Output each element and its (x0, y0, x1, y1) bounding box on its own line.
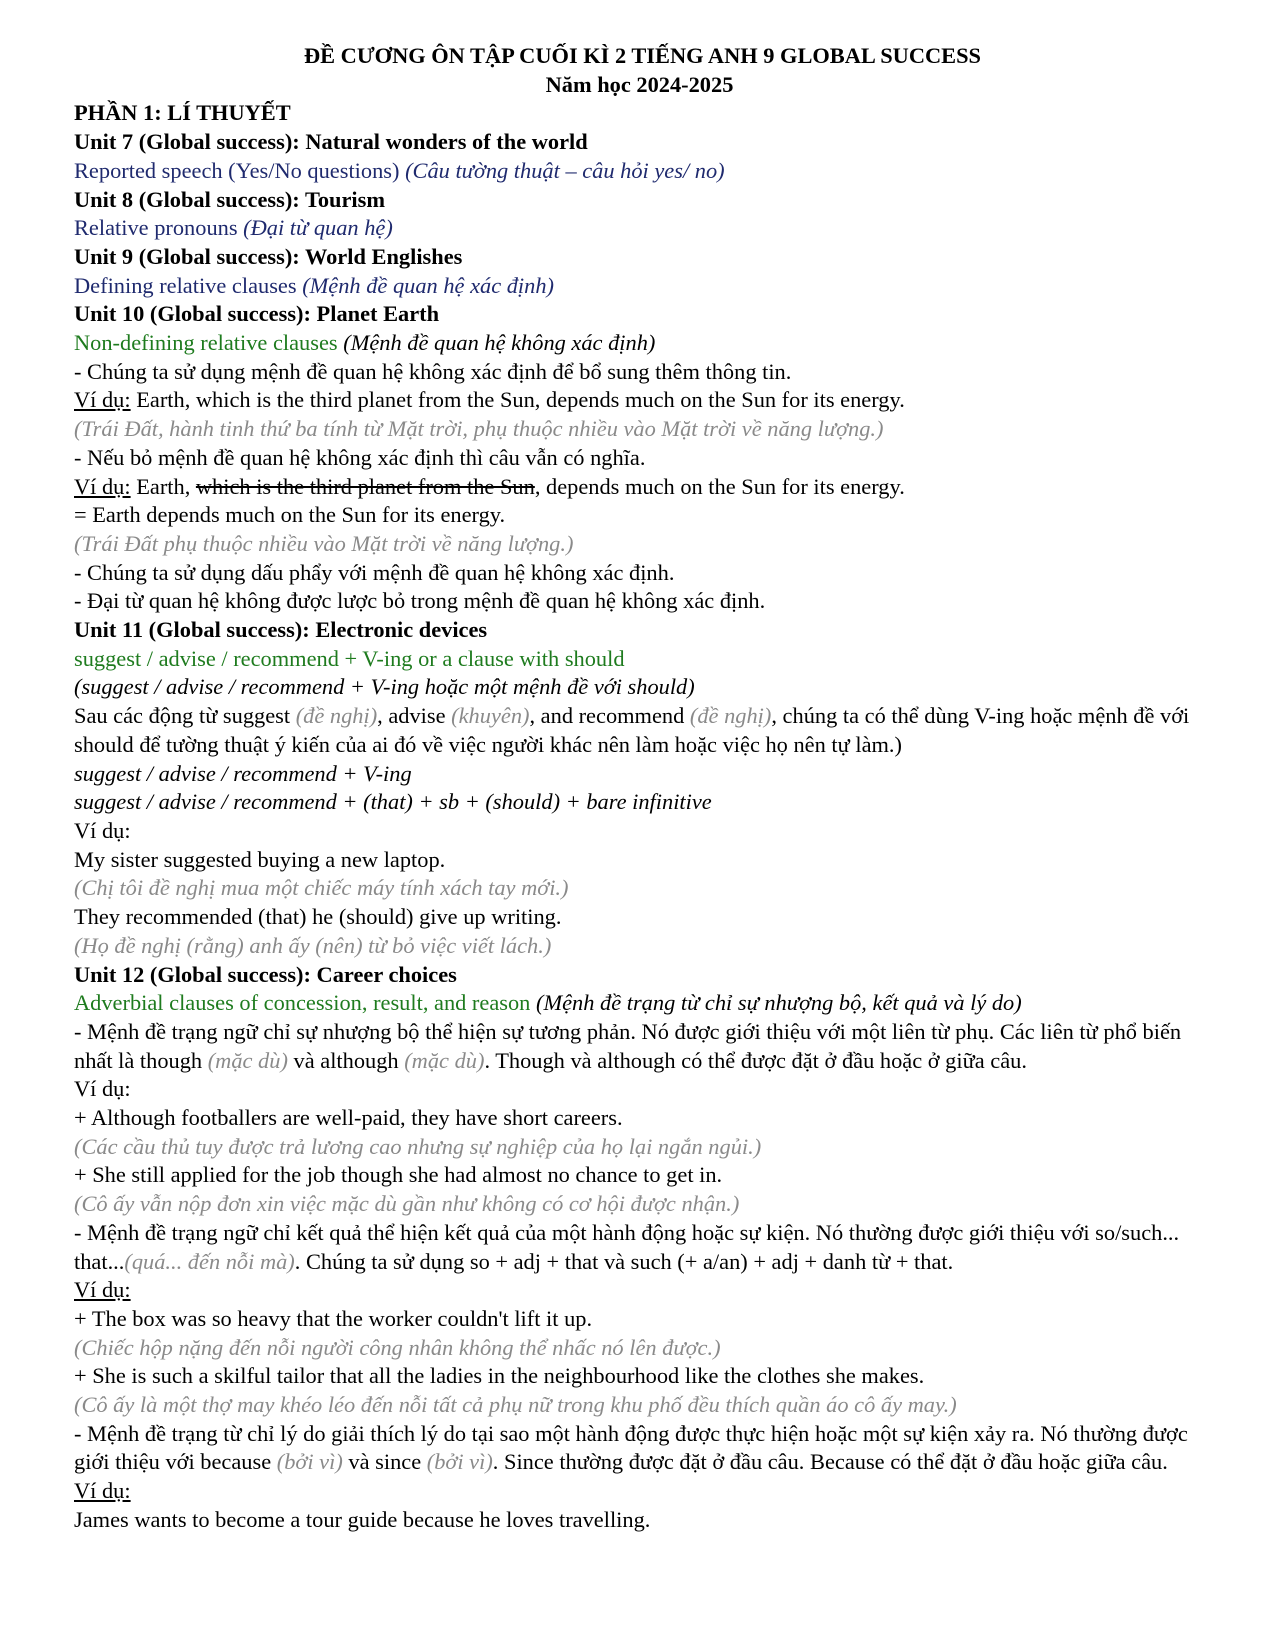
unit9-topic (74, 272, 1205, 301)
unit12-topic (74, 989, 1205, 1018)
unit8-heading: Unit 8 (Global success): Tourism (74, 186, 386, 212)
text: và since (342, 1449, 427, 1475)
unit11-formula-2: suggest / advise / recommend + (that) + sb + (should) + bare infinitive (74, 789, 712, 815)
unit11-example-2-translation: (Họ đề nghị (rằng) anh ấy (nên) từ bỏ việc viết lách.) (74, 932, 552, 958)
unit12-reason-example-1: James wants to become a tour guide because he loves travelling. (74, 1506, 651, 1532)
unit12-topic-en: Adverbial clauses of concession, result, and reason (74, 990, 531, 1016)
unit11-example-1: My sister suggested buying a new laptop. (74, 846, 446, 872)
gloss: (mặc dù) (404, 1047, 485, 1073)
unit8-topic-en: Relative pronouns (74, 215, 238, 241)
unit12-result-example-2: + She is such a skilful tailor that all the ladies in the neighbourhood like the clothes she makes. (74, 1363, 925, 1389)
unit10-topic-vi: (Mệnh đề quan hệ không xác định) (343, 330, 656, 356)
unit11-formula-1: suggest / advise / recommend + V-ing (74, 760, 412, 786)
unit10-example-1 (74, 386, 1205, 415)
text: - Mệnh đề trạng từ chỉ lý do giải thích lý do tại sao một hành động được thực hiện hoặc một sự kiện xảy ra. Nó thường được giới thiệu với because (74, 1420, 1188, 1475)
gloss: (bởi vì) (276, 1449, 343, 1475)
unit12-reason-explanation (74, 1420, 1205, 1477)
example-label: Ví dụ: (74, 473, 131, 499)
unit10-point-3: - Chúng ta sử dụng dấu phẩy với mệnh đề quan hệ không xác định. (74, 559, 675, 585)
unit12-concession-example-1: + Although footballers are well-paid, they have short careers. (74, 1105, 623, 1131)
unit12-reason-example-label: Ví dụ: (74, 1478, 131, 1504)
struck-clause: which is the third planet from the Sun (195, 473, 535, 499)
gloss: (khuyên) (451, 703, 530, 729)
unit7-heading: Unit 7 (Global success): Natural wonders of the world (74, 129, 588, 155)
unit12-concession-explanation (74, 1018, 1205, 1075)
unit7-topic (74, 157, 1205, 186)
unit10-point-4: - Đại từ quan hệ không được lược bỏ trong mệnh đề quan hệ không xác định. (74, 588, 766, 614)
text: , chúng ta có thể dùng V-ing hoặc mệnh đề với should để tường thuật ý kiến của ai đó về việc người khác nên làm hoặc việc họ nên tự làm.) (74, 703, 1190, 757)
unit10-point-1: - Chúng ta sử dụng mệnh đề quan hệ không xác định để bổ sung thêm thông tin. (74, 358, 792, 384)
text: , and recommend (529, 703, 690, 729)
unit12-result-example-1: + The box was so heavy that the worker couldn't lift it up. (74, 1305, 593, 1331)
text: . Since thường được đặt ở đầu câu. Because có thể đặt ở đầu hoặc giữa câu. (492, 1449, 1168, 1475)
unit11-topic-en: suggest / advise / recommend + V-ing or a clause with should (74, 645, 625, 671)
unit11-explanation (74, 702, 1205, 759)
unit8-topic (74, 214, 1205, 243)
example-text: , depends much on the Sun for its energy. (534, 473, 905, 499)
unit12-topic-vi: (Mệnh đề trạng từ chỉ sự nhượng bộ, kết quả và lý do) (535, 990, 1022, 1016)
text: Sau các động từ suggest (74, 703, 296, 729)
unit12-heading: Unit 12 (Global success): Career choices (74, 961, 457, 987)
unit10-heading: Unit 10 (Global success): Planet Earth (74, 301, 440, 327)
example-text: Earth, which is the third planet from the Sun, depends much on the Sun for its energy. (130, 387, 905, 413)
gloss: (quá... đến nỗi mà) (124, 1248, 295, 1274)
unit10-example-1-translation: (Trái Đất, hành tinh thứ ba tính từ Mặt trời, phụ thuộc nhiều vào Mặt trời về năng lượng.) (74, 416, 884, 442)
unit12-result-example-1-translation: (Chiếc hộp nặng đến nỗi người công nhân không thể nhấc nó lên được.) (74, 1334, 721, 1360)
unit11-heading: Unit 11 (Global success): Electronic devices (74, 617, 488, 643)
unit12-result-example-2-translation: (Cô ấy là một thợ may khéo léo đến nỗi tất cả phụ nữ trong khu phố đều thích quần áo cô ấy may.) (74, 1392, 957, 1418)
text: . Though và although có thể được đặt ở đầu hoặc ở giữa câu. (484, 1047, 1027, 1073)
unit10-point-2: - Nếu bỏ mệnh đề quan hệ không xác định thì câu vẫn có nghĩa. (74, 444, 646, 470)
unit7-topic-vi: (Câu tường thuật – câu hỏi yes/ no) (405, 157, 725, 183)
unit12-concession-example-2-translation: (Cô ấy vẫn nộp đơn xin việc mặc dù gần như không có cơ hội được nhận.) (74, 1191, 740, 1217)
text: và although (287, 1047, 405, 1073)
gloss: (bởi vì) (426, 1449, 493, 1475)
example-label: Ví dụ: (74, 387, 131, 413)
unit10-example-2-equivalent: = Earth depends much on the Sun for its energy. (74, 502, 506, 528)
unit9-topic-vi: (Mệnh đề quan hệ xác định) (302, 272, 554, 298)
text: . Chúng ta sử dụng so + adj + that và such (+ a/an) + adj + danh từ + that. (294, 1248, 954, 1274)
unit12-concession-example-label: Ví dụ: (74, 1076, 131, 1102)
unit10-example-2 (74, 473, 1205, 502)
unit12-concession-example-1-translation: (Các cầu thủ tuy được trả lương cao nhưng sự nghiệp của họ lại ngắn ngủi.) (74, 1133, 762, 1159)
unit11-topic-vi: (suggest / advise / recommend + V-ing hoặc một mệnh đề với should) (74, 674, 695, 700)
unit10-example-2-translation: (Trái Đất phụ thuộc nhiều vào Mặt trời về năng lượng.) (74, 530, 574, 556)
document-subtitle: Năm học 2024-2025 (545, 71, 734, 97)
unit11-example-2: They recommended (that) he (should) give up writing. (74, 904, 562, 930)
gloss: (đề nghị) (295, 703, 378, 729)
text: - Mệnh đề trạng ngữ chỉ kết quả thể hiện kết quả của một hành động hoặc sự kiện. Nó thường được giới thiệu với so/such... that... (74, 1219, 1180, 1274)
gloss: (mặc dù) (207, 1047, 288, 1073)
gloss: (đề nghị) (689, 703, 772, 729)
unit8-topic-vi: (Đại từ quan hệ) (243, 215, 393, 241)
unit11-example-label: Ví dụ: (74, 817, 131, 843)
part-heading: PHẦN 1: LÍ THUYẾT (74, 100, 291, 126)
unit10-topic (74, 329, 1205, 358)
example-text: Earth, (130, 473, 196, 499)
unit9-heading: Unit 9 (Global success): World Englishes (74, 243, 463, 269)
unit11-example-1-translation: (Chị tôi đề nghị mua một chiếc máy tính xách tay mới.) (74, 875, 569, 901)
text: - Mệnh đề trạng ngữ chỉ sự nhượng bộ thể hiện sự tương phản. Nó được giới thiệu với một liên từ phụ. Các liên từ phổ biến nhất là though (74, 1018, 1182, 1073)
unit12-result-example-label: Ví dụ: (74, 1277, 131, 1303)
document-title: ĐỀ CƯƠNG ÔN TẬP CUỐI KÌ 2 TIẾNG ANH 9 GLOBAL SUCCESS (303, 43, 982, 68)
unit10-topic-en: Non-defining relative clauses (74, 330, 338, 356)
unit9-topic-en: Defining relative clauses (74, 272, 297, 298)
unit12-result-explanation (74, 1219, 1205, 1276)
unit7-topic-en: Reported speech (Yes/No questions) (74, 157, 400, 183)
text: , advise (377, 703, 452, 729)
unit12-concession-example-2: + She still applied for the job though she had almost no chance to get in. (74, 1162, 723, 1188)
